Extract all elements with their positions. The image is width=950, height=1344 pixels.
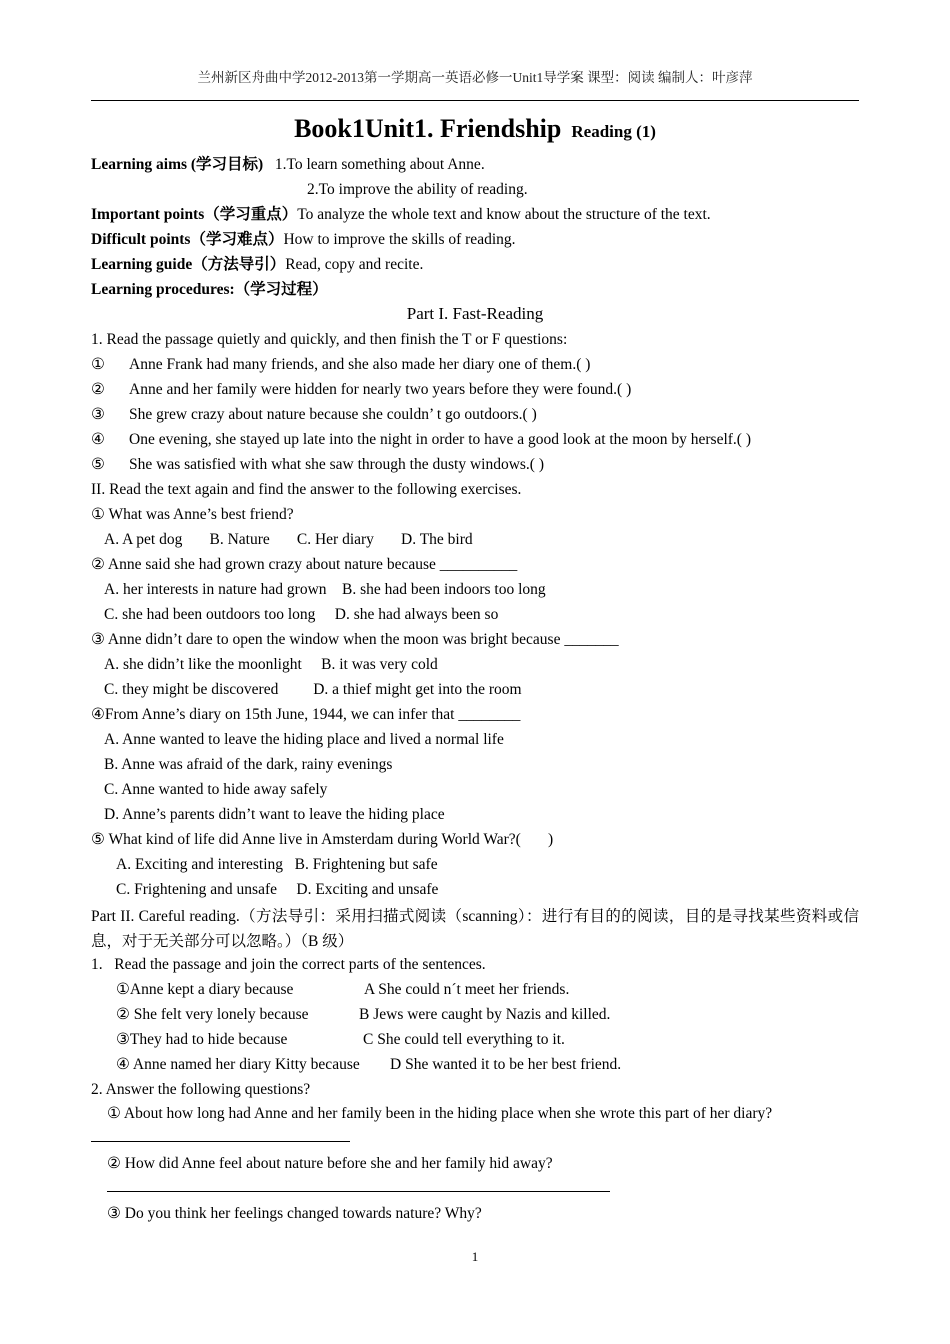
learning-guide-line [91,255,423,275]
answer-blank-1[interactable] [91,1141,350,1142]
difficult-text: How to improve the skills of reading. [283,231,516,248]
answer-question-1: ① About how long had Anne and her family been in the hiding place when she wrote this part of her diary? [107,1105,773,1122]
tf-num: ③ [91,406,105,423]
tf-text: Anne Frank had many friends, and she also made her diary one of them.( ) [129,356,591,373]
match-right-item: D She wanted it to be her best friend. [390,1056,622,1073]
tf-text: She grew crazy about nature because she couldn’ t go outdoors.( ) [129,406,537,423]
tf-item [91,455,544,475]
tf-text: She was satisfied with what she saw through the dusty windows.( ) [129,456,545,473]
tf-text: Anne and her family were hidden for nearly two years before they were found.( ) [129,381,632,398]
important-text: To analyze the whole text and know about the structure of the text. [297,206,711,223]
part2-instruction-1: 1. Read the passage and join the correct parts of the sentences. [91,956,486,973]
aims-label: Learning aims (学习目标) [91,156,264,173]
question-4-option-c: C. Anne wanted to hide away safely [104,781,328,798]
guide-text: Read, copy and recite. [285,256,424,273]
page-header: 兰州新区舟曲中学2012-2013第一学期高一英语必修一Unit1导学案 课型：阅读 编制人：叶彦萍 [197,70,753,85]
page-title [0,114,950,144]
page-number: 1 [471,1249,479,1264]
answer-blank-2[interactable] [107,1191,610,1192]
aims-2: 2.To improve the ability of reading. [307,181,528,198]
match-right-item: C She could tell everything to it. [363,1031,565,1048]
exercise-instruction: II. Read the text again and find the answer to the following exercises. [91,481,522,498]
question-3-options-row1: A. she didn’t like the moonlight B. it was very cold [104,656,438,673]
title-sub: Reading (1) [571,122,656,141]
tf-num: ⑤ [91,456,105,473]
question-3-options-row2: C. they might be discovered D. a thief might get into the room [104,681,522,698]
question-1: ① What was Anne’s best friend? [91,506,294,523]
question-5-options-row2: C. Frightening and unsafe D. Exciting and unsafe [116,881,439,898]
answer-question-2: ② How did Anne feel about nature before she and her family hid away? [107,1155,553,1172]
match-right-item: B Jews were caught by Nazis and killed. [359,1006,611,1023]
question-1-options: A. A pet dog B. Nature C. Her diary D. The bird [104,531,473,548]
question-4-option-b: B. Anne was afraid of the dark, rainy evenings [104,756,393,773]
difficult-label: Difficult points（学习难点） [91,231,284,248]
part2-heading: Part II. Careful reading.（方法导引：采用扫描式阅读（scanning）：进行有目的的阅读，目的是寻找某些资料或信息，对于无关部分可以忽略。）（B 级） [91,908,859,950]
tf-item [91,430,751,450]
question-4: ④From Anne’s diary on 15th June, 1944, we can infer that ________ [91,706,521,723]
tf-item [91,380,631,400]
tf-item [91,355,590,375]
tf-text: One evening, she stayed up late into the night in order to have a good look at the moon by herself.( ) [129,431,751,448]
question-2-options-row1: A. her interests in nature had grown B. she had been indoors too long [104,581,546,598]
important-points-line [91,205,711,225]
tf-num: ① [91,356,105,373]
question-4-option-d: D. Anne’s parents didn’t want to leave the hiding place [104,806,445,823]
question-4-option-a: A. Anne wanted to leave the hiding place and lived a normal life [104,731,504,748]
question-2-options-row2: C. she had been outdoors too long D. she had always been so [104,606,499,623]
match-left-item: ② She felt very lonely because [116,1006,309,1023]
match-left-item: ④ Anne named her diary Kitty because [116,1056,360,1073]
part1-instruction: 1. Read the passage quietly and quickly, and then finish the T or F questions: [91,331,568,348]
guide-label: Learning guide（方法导引） [91,256,286,273]
question-5: ⑤ What kind of life did Anne live in Amsterdam during World War?( ) [91,831,554,848]
answer-question-3: ③ Do you think her feelings changed towards nature? Why? [107,1205,482,1222]
match-left-item: ③They had to hide because [116,1031,288,1048]
match-right-item: A She could n´t meet her friends. [364,981,570,998]
part2-instruction-2: 2. Answer the following questions? [91,1081,311,1098]
title-main: Book1Unit1. Friendship [294,114,562,143]
learning-aims-line [91,155,485,175]
procedures-label: Learning procedures:（学习过程） [91,281,328,298]
question-5-options-row1: A. Exciting and interesting B. Frightening but safe [116,856,438,873]
important-label: Important points（学习重点） [91,206,298,223]
aims-1: 1.To learn something about Anne. [274,156,485,173]
header-rule [91,100,859,101]
tf-item [91,405,537,425]
tf-num: ④ [91,431,105,448]
part1-heading: Part I. Fast-Reading [406,304,544,323]
tf-num: ② [91,381,105,398]
question-3: ③ Anne didn’t dare to open the window when the moon was bright because _______ [91,631,619,648]
difficult-points-line [91,230,516,250]
match-left-item: ①Anne kept a diary because [116,981,294,998]
question-2: ② Anne said she had grown crazy about nature because __________ [91,556,518,573]
